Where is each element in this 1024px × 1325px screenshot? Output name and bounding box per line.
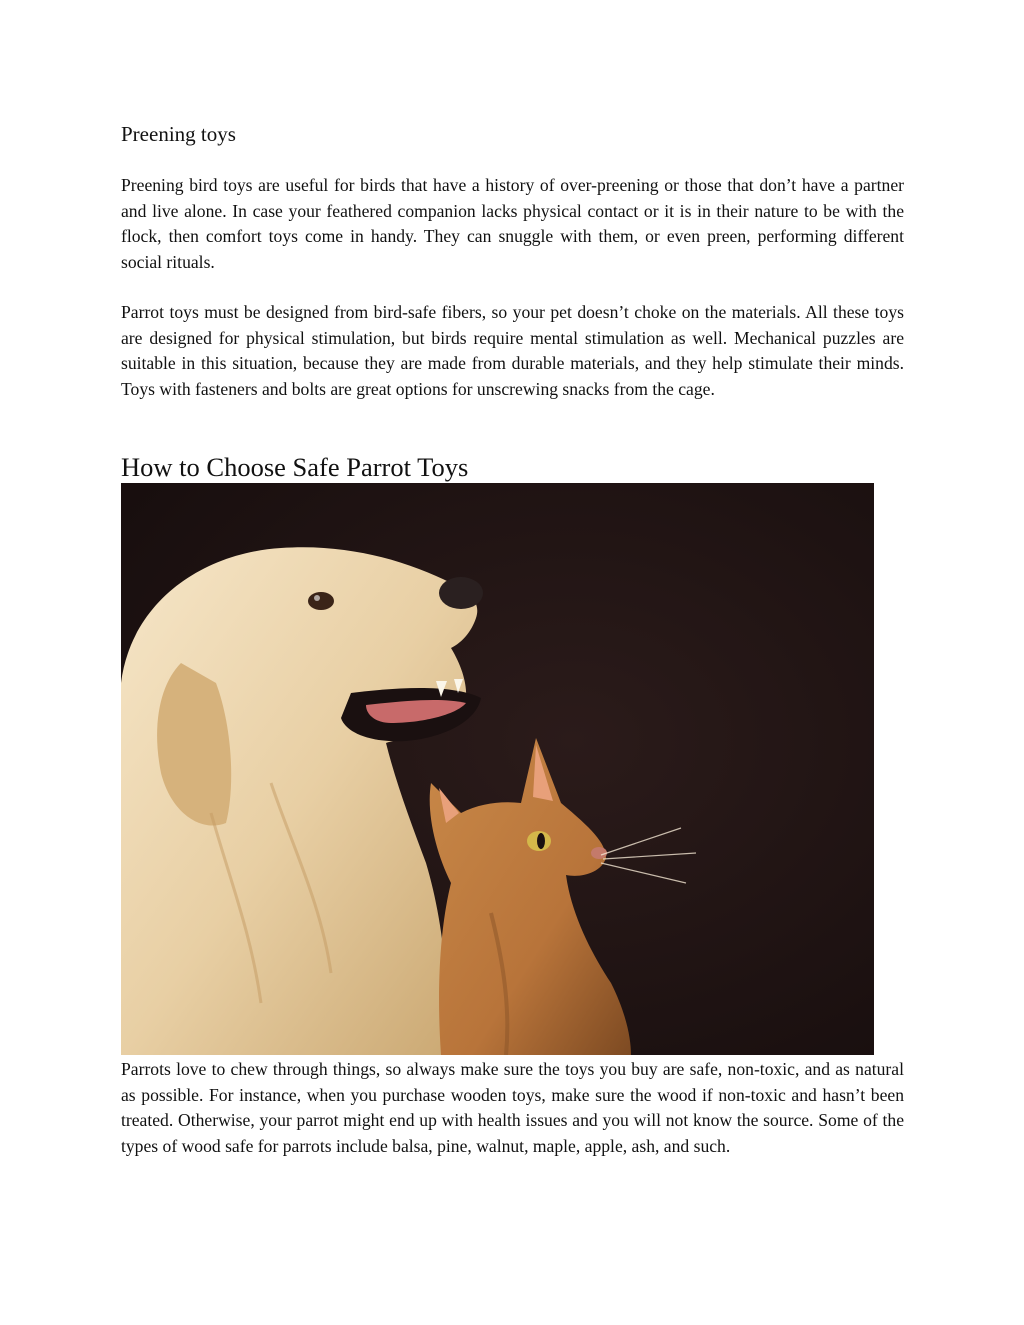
- section-heading: How to Choose Safe Parrot Toys: [121, 452, 469, 482]
- dog-and-cat-photo: [121, 483, 874, 1055]
- paragraph-bird-safe-fibers: Parrot toys must be designed from bird-safe fibers, so your pet doesn’t choke on the materials. All these toys are designed for physical stimulation, but birds require mental stimulation as well. Mechanical puzzles are suitable in this situation, because they are made from durable materials, and they help stimulate their minds. Toys with fasteners and bolts are great options for unscrewing snacks from the cage.: [121, 302, 904, 399]
- dog-nose: [439, 577, 483, 609]
- section-subheading: Preening toys: [121, 122, 236, 146]
- cat-nose: [591, 847, 607, 859]
- paragraph-chew-safety: Parrots love to chew through things, so always make sure the toys you buy are safe, non-toxic, and as natural as possible. For instance, when you purchase wooden toys, make sure the wood if non-toxic and hasn’t been treated. Otherwise, your parrot might end up with health issues and you will not know the source. Some of the types of wood safe for parrots include balsa, pine, walnut, maple, apple, ash, and such.: [121, 1059, 904, 1156]
- paragraph-preening: Preening bird toys are useful for birds that have a history of over-preening or those that don’t have a partner and live alone. In case your feathered companion lacks physical contact or it is in their nature to be with the flock, then comfort toys come in handy. They can snuggle with them, or even preen, performing different social rituals.: [121, 175, 904, 272]
- dog-eye: [308, 592, 334, 610]
